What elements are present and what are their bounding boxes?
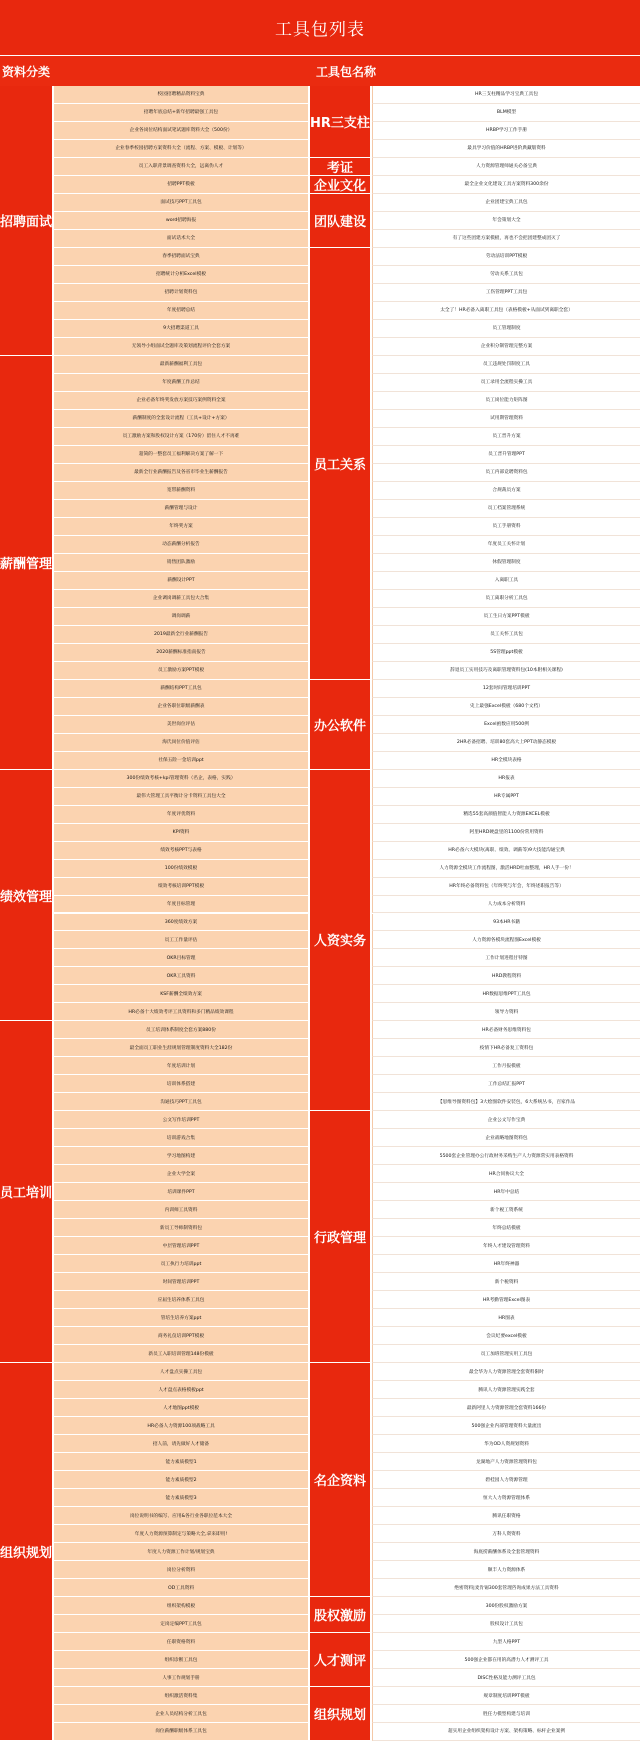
category-label: 行政管理 (310, 1111, 370, 1363)
tool-item[interactable]: 华为OD人资规划资料 (372, 1435, 640, 1453)
tool-item[interactable]: 春季招聘面试宝典 (54, 248, 308, 266)
tool-item[interactable]: 企业公文写作宝典 (372, 1111, 640, 1129)
tool-item[interactable]: 年终总结模板 (372, 1219, 640, 1237)
tool-item[interactable]: 最新阿里人力资源管理全套资料166份 (372, 1399, 640, 1417)
tool-item[interactable]: HRD教程资料 (372, 967, 640, 985)
tool-item[interactable]: 企业积分制管理完整方案 (372, 338, 640, 356)
category-label: HR三支柱 (310, 86, 370, 158)
tool-item[interactable]: 社保五险一金培训ppt (54, 752, 308, 770)
tool-item[interactable]: word招聘海报 (54, 212, 308, 230)
tool-item[interactable]: 企业大学全案 (54, 1165, 308, 1183)
tool-item[interactable]: 企业调岗调薪工具包大合集 (54, 590, 308, 608)
tool-item[interactable]: 碧桂园人力资源管理 (372, 1471, 640, 1489)
tool-item[interactable]: 员工档案管理系统 (372, 500, 640, 518)
tool-item[interactable]: 员工激励方案PPT模板 (54, 662, 308, 680)
tool-item[interactable]: 宽带薪酬资料 (54, 482, 308, 500)
tool-item[interactable]: OKR目标管理 (54, 949, 308, 967)
tool-item[interactable]: 年终奖方案 (54, 518, 308, 536)
tool-item[interactable]: 薪酬管理与设计 (54, 500, 308, 518)
tool-item[interactable]: 美世岗位评估 (54, 716, 308, 734)
tool-item[interactable]: HR全模块表格 (372, 752, 640, 770)
tool-item[interactable]: 最伟大管理工具平衡计分卡资料工具包大全 (54, 788, 308, 806)
tool-item[interactable]: 招聘年底总结+新年招聘最强工具包 (54, 104, 308, 122)
tool-item[interactable]: 工作总结汇报PPT (372, 1075, 640, 1093)
tool-item[interactable]: 定岗定编PPT工具包 (54, 1615, 308, 1633)
tool-item[interactable]: 学习地图构建 (54, 1147, 308, 1165)
tool-item[interactable]: 动态薪酬分析报告 (54, 536, 308, 554)
tool-item[interactable]: HR必备十大绩效考评工具资料和多门精品绩效课程 (54, 1003, 308, 1021)
tool-item[interactable]: 人力资源管理师通关必备宝典 (372, 158, 640, 176)
tool-item[interactable]: 360度绩效方案 (54, 914, 308, 932)
tool-item[interactable]: 超简的一整套员工福利解决方案了解一下 (54, 446, 308, 464)
tool-item[interactable]: 500强企业都在用的高潜力人才测评工具 (372, 1651, 640, 1669)
tool-item[interactable]: 恒大人力资源管理体系 (372, 1489, 640, 1507)
tool-item[interactable]: 岗位薪酬职级体系工具包 (54, 1723, 308, 1741)
tool-item[interactable]: 年终人才建设管理资料 (372, 1237, 640, 1255)
tool-item[interactable]: 阿里HRD硬盘里的1100份常用资料 (372, 824, 640, 842)
tool-item[interactable]: 绝密资料|麦肯锡300套管理咨询成果方法工具资料 (372, 1579, 640, 1597)
tool-item[interactable]: HR考勤管理Excel图表 (372, 1291, 640, 1309)
tool-item[interactable]: 最新薪酬福利工具包 (54, 356, 308, 374)
tool-item[interactable]: 2HR必备招聘、培训80套高大上PPT动静态模板 (372, 734, 640, 752)
tool-item[interactable]: HR年中总结 (372, 1183, 640, 1201)
tool-item[interactable]: 商务礼仪培训PPT模板 (54, 1327, 308, 1345)
tool-item[interactable]: 万科人资资料 (372, 1525, 640, 1543)
tool-item[interactable]: 内训师工具资料 (54, 1201, 308, 1219)
tool-item[interactable]: HR合同协议大全 (372, 1165, 640, 1183)
tool-item[interactable]: HR数据思维PPT工具包 (372, 985, 640, 1003)
tool-item[interactable]: 员工晋升方案 (372, 428, 640, 446)
tool-item[interactable]: 有了这些团建方案模板，再也不会把团建整成团灭了 (372, 230, 640, 248)
tool-item[interactable]: 最新全行业薪酬报告及各省市毕业生薪酬报告 (54, 464, 308, 482)
tool-item[interactable]: 2019最新全行业薪酬报告 (54, 626, 308, 644)
tool-item[interactable]: 培训游戏合集 (54, 1129, 308, 1147)
tool-item[interactable]: 员工激励方案和股权设计方案（170份）留住人才不再难 (54, 428, 308, 446)
tool-item[interactable]: 招聘计划资料包 (54, 284, 308, 302)
tool-item[interactable]: 胜任力模型构建与培训 (372, 1705, 640, 1723)
tool-item[interactable]: 企业战略地图资料包 (372, 1129, 640, 1147)
tool-item[interactable]: 超实用企业组织架构设计方案、架构策略、标杆企业案例 (372, 1723, 640, 1741)
tool-item[interactable]: 工作月报模板 (372, 1057, 640, 1075)
category-label: 员工关系 (310, 248, 370, 680)
tool-item[interactable]: 最全企业文化建设工具方案资料300余份 (372, 176, 640, 194)
tool-item[interactable]: 年度招聘总结 (54, 302, 308, 320)
tool-item[interactable]: 腾讯人力资源管理实践全套 (372, 1381, 640, 1399)
tool-item[interactable]: 企业人员结构分析工具包 (54, 1705, 308, 1723)
tool-item[interactable]: 年度培训计划 (54, 1057, 308, 1075)
tool-item[interactable]: HR年终必备资料包（年终奖与年会，年终述职报告等） (372, 878, 640, 896)
tool-item[interactable]: 领导力资料 (372, 1003, 640, 1021)
tool-item[interactable]: 人才盘点表格模板ppt (54, 1381, 308, 1399)
tool-item[interactable]: OKR工具资料 (54, 967, 308, 985)
tool-item[interactable]: 中层管理培训PPT (54, 1237, 308, 1255)
tool-item[interactable]: 培训体系搭建 (54, 1075, 308, 1093)
tool-item[interactable]: 企业团建宝典工具包 (372, 194, 640, 212)
tool-item[interactable]: 培训课件PPT (54, 1183, 308, 1201)
category-label: 组织规划 (310, 1687, 370, 1741)
tool-item[interactable]: 面试技巧PPT工具包 (54, 194, 308, 212)
tool-item[interactable]: 岗位说明书的编写、应用&各行业各职位范本大全 (54, 1507, 308, 1525)
tool-item[interactable]: 93本HR书籍 (372, 914, 640, 932)
tool-item[interactable]: 企业各职位职级薪酬表 (54, 698, 308, 716)
category-label: 员工培训 (0, 1021, 52, 1363)
tool-item[interactable]: 100份绩效模板 (54, 860, 308, 878)
tool-item[interactable]: 【思维导图资料包】3大绘图软件安装包，6大系统丛书，百家作品 (372, 1093, 640, 1111)
tool-item[interactable]: 2020薪酬标准指南报告 (54, 644, 308, 662)
tool-item[interactable]: HR必备人力资源100项战略工具 (54, 1417, 308, 1435)
tool-item[interactable]: 工伤管理PPT工具包 (372, 284, 640, 302)
category-label: 人资实务 (310, 770, 370, 1112)
tool-item[interactable]: 应届生培养体系工具包 (54, 1291, 308, 1309)
tool-item[interactable]: 员工手册资料 (372, 518, 640, 536)
tool-item[interactable]: 休假管理制度 (372, 554, 640, 572)
tool-item[interactable]: 员工生日方案PPT模板 (372, 608, 640, 626)
tool-item[interactable]: 顺丰人力资源体系 (372, 1561, 640, 1579)
tool-item[interactable]: 龙湖地产人力资源管理资料包 (372, 1453, 640, 1471)
tool-item[interactable]: 无领导小组面试全题库及策划流程评价全套方案 (54, 338, 308, 356)
tool-item[interactable]: 任职资格资料 (54, 1633, 308, 1651)
tool-item[interactable]: 年度人力资源预算制定与策略大全,拿来即用! (54, 1525, 308, 1543)
tool-item[interactable]: 新员工导师制资料包 (54, 1219, 308, 1237)
tool-item[interactable]: 员工违规处罚制度工具 (372, 356, 640, 374)
tool-item[interactable]: 薪酬设计PPT (54, 572, 308, 590)
tool-item[interactable]: 员工岗位能力矩阵图 (372, 392, 640, 410)
tool-item[interactable]: 人力成本分析资料 (372, 896, 640, 914)
tool-item[interactable]: HR专属PPT (372, 788, 640, 806)
tool-item[interactable]: 企业各岗位结构面试笔试题库资料大全（500份） (54, 122, 308, 140)
tool-item[interactable]: 人才地图ppt模板 (54, 1399, 308, 1417)
tool-item[interactable]: 员工内部竞聘资料包 (372, 464, 640, 482)
tool-item[interactable]: 劳动法培训PPT模板 (372, 248, 640, 266)
category-label: 绩效管理 (0, 770, 52, 1022)
tool-item[interactable]: 5500套企业管理办公行政财务采购生产人力资源常实用表格资料 (372, 1147, 640, 1165)
tool-item[interactable]: 海氏岗位价值评估 (54, 734, 308, 752)
tool-item[interactable]: 精选55套高颜值智能人力资源EXCEL模板 (372, 806, 640, 824)
category-label: 薪酬管理 (0, 356, 52, 770)
tool-item[interactable]: HR必备财务思维资料包 (372, 1021, 640, 1039)
tool-item[interactable]: 员工录用全流程实操工具 (372, 374, 640, 392)
tool-item[interactable]: 5S管理ppt模板 (372, 644, 640, 662)
tool-item[interactable]: 新个税工资系统 (372, 1201, 640, 1219)
tool-item[interactable]: 新个税资料 (372, 1273, 640, 1291)
tool-item[interactable]: 太全了！HR必备入离职工具包（表格模板+从面试到离职全套） (372, 302, 640, 320)
tool-item[interactable]: 年度人力资源工作计划/规划宝典 (54, 1543, 308, 1561)
tool-item[interactable]: 校园招聘精品资料宝典 (54, 86, 308, 104)
tool-item[interactable]: 员工入职背景调查资料大全，远离伪人才 (54, 158, 308, 176)
category-label: 名企资料 (310, 1363, 370, 1597)
tool-item[interactable]: BLM模型 (372, 104, 640, 122)
tool-item[interactable]: 能力素质模型2 (54, 1471, 308, 1489)
tool-item[interactable]: 年度员工关怀计划 (372, 536, 640, 554)
tool-item[interactable]: 组织架构模板 (54, 1597, 308, 1615)
tool-item[interactable]: 腾讯任职资格 (372, 1507, 640, 1525)
tool-item[interactable]: 人力资源各模块流程图Excel模板 (372, 931, 640, 949)
tool-item[interactable]: 员工执行力培训ppt (54, 1255, 308, 1273)
tool-item[interactable]: 年会策划大全 (372, 212, 640, 230)
tool-item[interactable]: 招人前，请先做好人才储备 (54, 1435, 308, 1453)
tool-item[interactable]: HR年终神器 (372, 1255, 640, 1273)
category-label: 办公软件 (310, 680, 370, 770)
tool-item[interactable]: 企业春季校园招聘方案资料大全（流程、方案、模板、计划等） (54, 140, 308, 158)
category-label: 组织规划 (0, 1363, 52, 1741)
tool-item[interactable]: KPI资料 (54, 824, 308, 842)
tool-item[interactable]: HRBP学习工作手册 (372, 122, 640, 140)
tool-item[interactable]: 试用期管理资料 (372, 410, 640, 428)
header-category: 资料分类 (0, 56, 52, 86)
tool-item[interactable]: Excel函数应用500例 (372, 716, 640, 734)
tool-item[interactable]: 辞退员工实用技巧及离职管理资料包(10本附相关课程) (372, 662, 640, 680)
tool-item[interactable]: 岗位分析资料 (54, 1561, 308, 1579)
tool-item[interactable]: 招聘统计分析Excel模板 (54, 266, 308, 284)
page-title: 工具包列表 (0, 0, 640, 55)
tool-item[interactable]: 组织激活资料集 (54, 1687, 308, 1705)
tool-item[interactable]: 工作计划进程甘特图 (372, 949, 640, 967)
tool-item[interactable]: 公文写作培训PPT (54, 1111, 308, 1129)
tool-item[interactable]: 会议纪要excel模板 (372, 1327, 640, 1345)
tool-item[interactable]: 员工工作量评估 (54, 931, 308, 949)
tool-item[interactable]: 员工加班管理实用工具包 (372, 1345, 640, 1363)
tool-item[interactable]: 规章制度培训PPT模板 (372, 1687, 640, 1705)
tool-item[interactable]: 能力素质模型1 (54, 1453, 308, 1471)
tool-item[interactable]: 员工离职分析工具包 (372, 590, 640, 608)
tool-item[interactable]: 人才盘点实操工具包 (54, 1363, 308, 1381)
tool-item[interactable]: HR报表 (372, 770, 640, 788)
tool-item[interactable]: 沟通技巧PPT工具包 (54, 1093, 308, 1111)
tool-item[interactable]: 劳动关系工具包 (372, 266, 640, 284)
tool-item[interactable]: DISC性格及能力测评工具包 (372, 1669, 640, 1687)
category-label: 招聘面试 (0, 86, 52, 356)
tool-item[interactable]: 500强企业内部管理资料大量流出 (372, 1417, 640, 1435)
tool-item[interactable]: 最全面员工职业生涯规划管理制度资料大全182份 (54, 1039, 308, 1057)
tool-item[interactable]: 疫情下HR必备复工资料包 (372, 1039, 640, 1057)
tool-item[interactable]: 绩效考核PPT与表格 (54, 842, 308, 860)
tool-item[interactable]: 组织诊断工具包 (54, 1651, 308, 1669)
tool-item[interactable]: 合规裁员方案 (372, 482, 640, 500)
tool-item[interactable]: 员工培训体系制度全套方案880份 (54, 1021, 308, 1039)
header-name: 工具包名称 (52, 56, 640, 86)
tool-item[interactable]: 入离职工具 (372, 572, 640, 590)
tool-item[interactable]: 招聘PPT模板 (54, 176, 308, 194)
tool-item[interactable]: 最具学习价值的HRBP进阶典藏版资料 (372, 140, 640, 158)
tool-item[interactable]: 人力资源全模块工作流程图，激活HRD吐血整理，HR人手一份！ (372, 860, 640, 878)
tool-item[interactable]: 薪酬结构PPT工具包 (54, 680, 308, 698)
category-label: 人才测评 (310, 1633, 370, 1687)
tool-item[interactable]: HR图表 (372, 1309, 640, 1327)
tool-item[interactable]: 管培生培养方案ppt (54, 1309, 308, 1327)
tool-item[interactable]: 能力素质模型3 (54, 1489, 308, 1507)
tool-item[interactable]: 年度目标管理 (54, 896, 308, 914)
tool-item[interactable]: 员工关怀工具包 (372, 626, 640, 644)
tool-item[interactable]: 人事工作规划手册 (54, 1669, 308, 1687)
tool-item[interactable]: HR必备六大模块(离职、绩效、调薪等)9大技能沟通宝典 (372, 842, 640, 860)
tool-item[interactable]: 绩效考核培训PPT模板 (54, 878, 308, 896)
tool-item[interactable]: 300份绩效考核+kpi管理资料（名企，表格，实践） (54, 770, 308, 788)
tool-item[interactable]: 面试话术大全 (54, 230, 308, 248)
tool-item[interactable]: HR三支柱精品学习宝典工具包 (372, 86, 640, 104)
tool-item[interactable]: OD工具资料 (54, 1579, 308, 1597)
category-label: 股权激励 (310, 1597, 370, 1633)
tool-item[interactable]: 9大招聘渠道工具 (54, 320, 308, 338)
tool-item[interactable]: 调岗调薪 (54, 608, 308, 626)
tool-item[interactable]: 股权设计工具包 (372, 1615, 640, 1633)
tool-item[interactable]: 史上最强Excel模板（680个文档） (372, 698, 640, 716)
tool-item[interactable]: 海底捞薪酬体系及全套管理资料 (372, 1543, 640, 1561)
tool-item[interactable]: 九型人格PPT (372, 1633, 640, 1651)
tool-item[interactable]: 销售团队激励 (54, 554, 308, 572)
tool-item[interactable]: 时间管理培训PPT (54, 1273, 308, 1291)
tool-item[interactable]: 300份股权激励方案 (372, 1597, 640, 1615)
tool-item[interactable]: 最全华为人力资源管理全套资料限时 (372, 1363, 640, 1381)
tool-item[interactable]: KSF薪酬全绩效方案 (54, 985, 308, 1003)
category-label: 团队建设 (310, 194, 370, 248)
tool-item[interactable]: 企业必备年终奖发放方案技巧案例资料全案 (54, 392, 308, 410)
tool-item[interactable]: 年度评优资料 (54, 806, 308, 824)
tool-item[interactable]: 员工晋升管理PPT (372, 446, 640, 464)
tool-item[interactable]: 员工管理制度 (372, 320, 640, 338)
tool-item[interactable]: 薪酬制度的全套设计流程（工具+设计+方案） (54, 410, 308, 428)
category-label: 考证 (310, 158, 370, 176)
tool-item[interactable]: 12套时间管理培训PPT (372, 680, 640, 698)
tool-item[interactable]: 年度薪酬工作总结 (54, 374, 308, 392)
category-label: 企业文化 (310, 176, 370, 194)
tool-item[interactable]: 新员工入职培训管理148份模板 (54, 1345, 308, 1363)
